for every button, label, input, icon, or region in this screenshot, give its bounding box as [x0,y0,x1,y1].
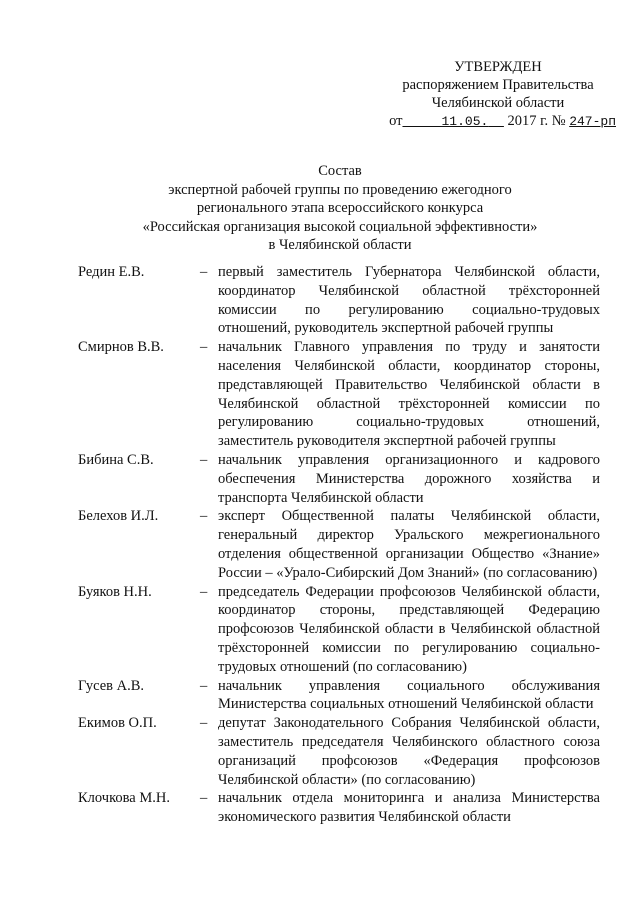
heading-line-5: в Челябинской области [268,237,412,254]
date-value: 11.05. [441,114,489,129]
member-role: эксперт Общественной палаты Челябинской области, генеральный директор Уральского межрегионального отделения общественной организации Общество «Знание» России – «Урало-Сибирский Дом Знаний» (по согласованию) [218,508,600,581]
member-name: Буяков Н.Н. [78,583,152,600]
approval-line-1: распоряжением Правительства [402,77,594,93]
member-dash: – [200,677,208,694]
member-role: начальник управления организационного и кадрового обеспечения Министерства дорожного хозяйства и транспорта Челябинской области [218,451,600,506]
member-name: Екимов О.П. [78,715,157,732]
member-row [78,714,600,789]
member-role: начальник управления социального обслуживания Министерства социальных отношений Челябинской области [218,677,600,713]
heading-line-1: Состав [318,163,362,179]
member-row [78,789,600,827]
decree-number: 247-рп [569,114,616,129]
member-name: Смирнов В.В. [78,339,164,356]
member-role: председатель Федерации профсоюзов Челябинской области, координатор стороны, представляющей Федерацию профсоюзов Челябинской области в Челябинской областной трёхсторонней комиссии по регулированию социально-трудовых отношений (по согласованию) [218,583,600,675]
member-row [78,677,600,715]
member-dash: – [200,264,208,280]
member-row [78,451,600,507]
heading-line-3: регионального этапа всероссийского конкурса [196,200,484,217]
member-dash: – [200,583,208,600]
approval-date-line [380,112,616,131]
approval-line-2: Челябинской области [431,95,565,111]
members-list [78,263,600,827]
member-row [78,507,600,582]
member-name: Редин Е.В. [78,264,145,280]
member-name: Белехов И.Л. [78,508,159,525]
member-row [78,263,600,338]
heading-line-2: экспертной рабочей группы по проведению ежегодного [168,181,512,198]
date-suffix: 2017 г. № [507,113,566,129]
member-role: депутат Законодательного Собрания Челябинской области, заместитель председателя Челябинского областного союза организаций профсоюзов «Федерация профсоюзов Челябинской области» (по согласованию) [218,715,600,788]
member-role: первый заместитель Губернатора Челябинской области, координатор Челябинской областной трёхсторонней комиссии по регулированию социально-трудовых отношений, руководитель экспертной рабочей группы [218,264,600,337]
member-name: Бибина С.В. [78,451,154,468]
member-name: Клочкова М.Н. [78,790,170,807]
member-role: начальник отдела мониторинга и анализа Министерства экономического развития Челябинской области [218,790,600,826]
member-dash: – [200,790,208,807]
member-dash: – [200,451,208,468]
member-name: Гусев А.В. [78,677,144,694]
document-heading [90,162,590,255]
heading-line-4: «Российская организация высокой социальной эффективности» [142,218,538,235]
date-prefix: от [389,113,403,129]
approval-title: УТВЕРЖДЕН [454,59,542,75]
approval-stamp [380,58,616,131]
member-dash: – [200,339,208,356]
member-dash: – [200,508,208,525]
member-dash: – [200,715,208,732]
member-row [78,583,600,677]
member-role: начальник Главного управления по труду и занятости населения Челябинской области, координатор стороны, представляющей Правительство Челябинской области в Челябинской областной трёхсторонней комиссии по регулированию социально-трудовых отношений, заместитель руководителя экспертной рабочей группы [218,339,600,450]
member-row [78,338,600,451]
